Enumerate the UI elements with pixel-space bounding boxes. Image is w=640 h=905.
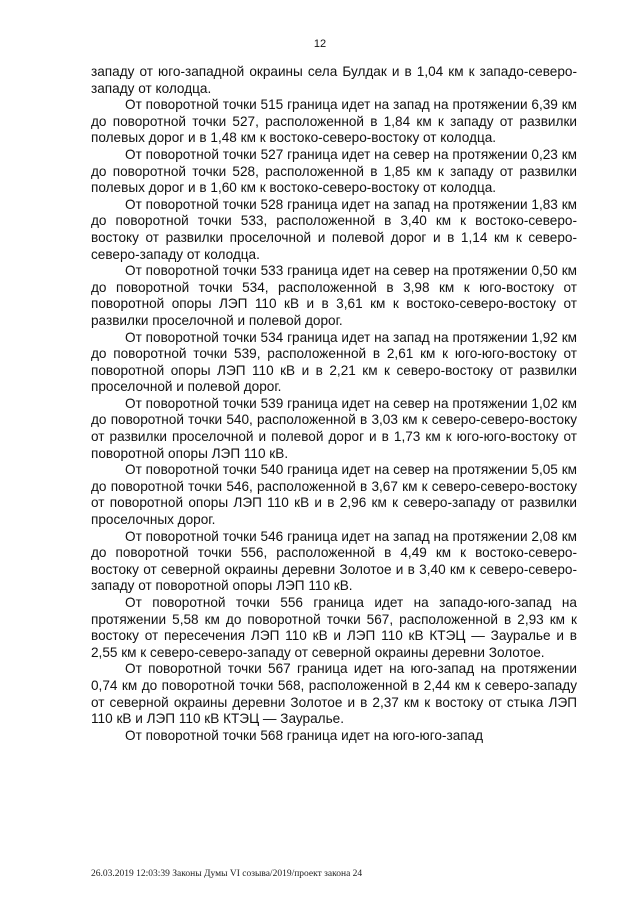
paragraph: От поворотной точки 568 граница идет на юго-юго-запад	[125, 727, 484, 743]
paragraph: От поворотной точки 539 граница идет на север на протяжении 1,02 км до поворотной точки 540, расположенной в 3,03 км к северо-северо-востоку от развилки проселочной и полевой дорог и в 1,73 км к юго-юго-востоку от поворотной опоры ЛЭП 110 кВ.	[91, 395, 577, 461]
paragraph: От поворотной точки 556 граница идет на западо-юго-запад на протяжении 5,58 км до поворотной точки 567, расположенной в 2,93 км к востоку от пересечения ЛЭП 110 кВ и ЛЭП 110 кВ КТЭЦ — Зауралье и в 2,55 км к северо-северо-западу от северной окраины деревни Золотое.	[91, 595, 577, 660]
paragraph: От поворотной точки 515 граница идет на запад на протяжении 6,39 км до поворотной точки 527, расположенной в 1,84 км к западу от развилки полевых дорог и в 1,48 км к востоко-северо-востоку от колодца.	[91, 97, 577, 146]
paragraph: От поворотной точки 546 граница идет на запад на протяжении 2,08 км до поворотной точки 556, расположенной в 4,49 км к востоко-северо-востоку от северной окраины деревни Золотое и в 3,40 км к северо-северо-западу от поворотной опоры ЛЭП 110 кВ.	[91, 528, 577, 594]
document-footer: 26.03.2019 12:03:39 Законы Думы VI созыва/2019/проект закона 24	[91, 869, 363, 879]
paragraph: От поворотной точки 567 граница идет на юго-запад на протяжении 0,74 км до поворотной точки 568, расположенной в 2,44 км к северо-западу от северной окраины деревни Золотое и в 2,37 км к востоку от стыка ЛЭП 110 кВ и ЛЭП 110 кВ КТЭЦ — Зауралье.	[91, 661, 577, 727]
paragraph: От поворотной точки 533 граница идет на север на протяжении 0,50 км до поворотной точки 534, расположенной в 3,98 км к юго-востоку от поворотной опоры ЛЭП 110 кВ и в 3,61 км к востоко-северо-востоку от развилки проселочной и полевой дорог.	[91, 263, 577, 328]
paragraph: От поворотной точки 528 граница идет на запад на протяжении 1,83 км до поворотной точки 533, расположенной в 3,40 км к востоко-северо-востоку от развилки проселочной и полевой дорог и в 1,14 км к северо-северо-западу от колодца.	[91, 196, 577, 262]
document-body	[91, 64, 577, 744]
paragraph-continuation: западу от юго-западной окраины села Булдак и в 1,04 км к западо-северо-западу от колодца.	[91, 64, 577, 96]
paragraph: От поворотной точки 527 граница идет на север на протяжении 0,23 км до поворотной точки 528, расположенной в 1,85 км к западу от развилки полевых дорог и в 1,60 км к востоко-северо-востоку от колодца.	[91, 146, 577, 196]
page-number: 12	[313, 38, 327, 50]
paragraph: От поворотной точки 540 граница идет на север на протяжении 5,05 км до поворотной точки 546, расположенной в 3,67 км к северо-северо-востоку от поворотной опоры ЛЭП 110 кВ и в 2,96 км к северо-западу от развилки проселочных дорог.	[91, 462, 577, 528]
paragraph: От поворотной точки 534 граница идет на запад на протяжении 1,92 км до поворотной точки 539, расположенной в 2,61 км к юго-юго-востоку от поворотной опоры ЛЭП 110 кВ и в 2,21 км к северо-востоку от развилки проселочной и полевой дорог.	[91, 329, 577, 395]
